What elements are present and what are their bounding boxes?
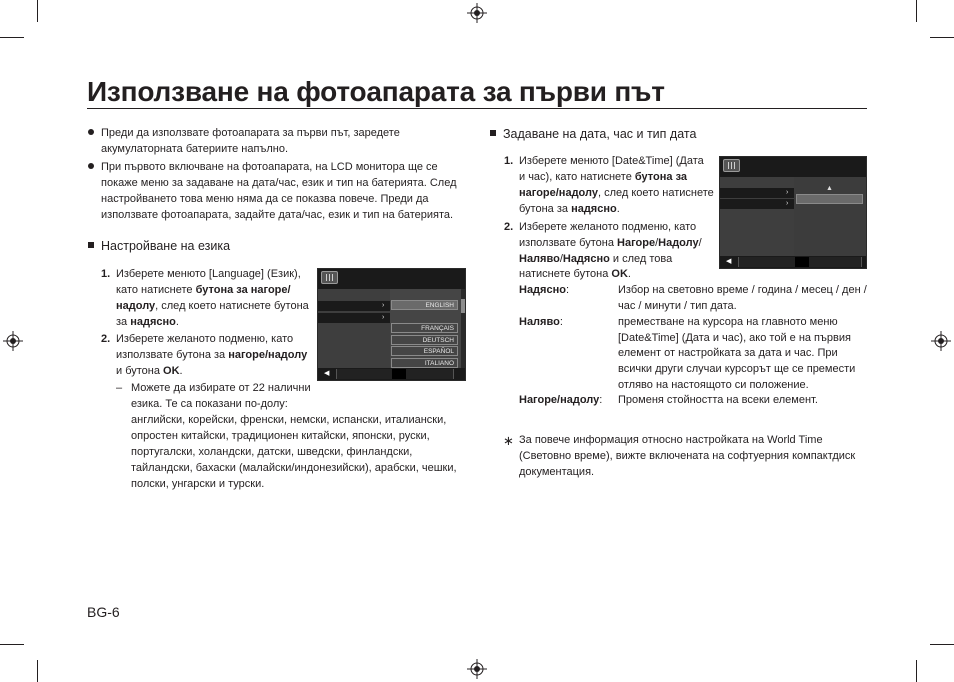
- lcd-language-menu-screenshot: [317, 268, 466, 381]
- back-arrow-icon: ◀: [324, 370, 330, 377]
- note-line: Можете да избирате от 22 налични: [131, 382, 311, 394]
- title-divider: [87, 108, 867, 109]
- square-bullet-icon: [88, 242, 94, 248]
- intro-bullet-line: използвате фотоапарата, задайте дата/час, език и тип на батерията.: [101, 209, 454, 221]
- step-text: бутона за надясно.: [519, 203, 620, 215]
- lcd-menu-row-selected: [318, 313, 390, 323]
- step-number: 1.: [504, 155, 514, 167]
- definition-text: Променя стойността на всеки елемент.: [618, 394, 818, 406]
- step-text: и час), като натиснете бутона за: [519, 171, 688, 183]
- lcd-option-german: DEUTSCH: [391, 335, 458, 345]
- crop-mark: [916, 660, 917, 682]
- crop-mark: [37, 0, 38, 22]
- definition-text: елемент от настройката за дата и час. При: [618, 347, 838, 359]
- back-arrow-icon: ◀: [726, 258, 732, 265]
- definition-term: Нагоре/надолу:: [519, 394, 603, 406]
- square-bullet-icon: [490, 130, 496, 136]
- definition-text: Избор на световно време / година / месец / ден /: [618, 284, 867, 296]
- section-heading-language: Настройване на езика: [101, 239, 231, 253]
- step-text: нагоре/надолу, след което натиснете: [519, 187, 714, 199]
- definition-term: Надясно:: [519, 284, 570, 296]
- intro-bullet-line: акумулаторната батериите напълно.: [101, 143, 288, 155]
- lcd-menu-row: [720, 188, 794, 198]
- note-line: тайландски, бахаски (малайски/индонезийски), арабски, чешки,: [131, 462, 457, 474]
- step-text: Наляво/Надясно и след това: [519, 253, 673, 265]
- lcd-menu-row: [318, 301, 390, 311]
- intro-bullet-line: Преди да използвате фотоапарата за първи път, заредете: [101, 127, 400, 139]
- lcd-option-italian: ITALIANO: [391, 358, 458, 368]
- lcd-ok-indicator: [795, 257, 809, 267]
- footnote-line: документация.: [519, 466, 595, 478]
- definition-text: отляво на настоящото си положение.: [618, 379, 809, 391]
- step-number: 1.: [101, 268, 111, 280]
- step-text: използвате бутона Нагоре/Надолу/: [519, 237, 702, 249]
- lcd-top-bar: [720, 157, 866, 177]
- note-line: полски, унгарски и турски.: [131, 478, 265, 490]
- lcd-menu-row-selected: [720, 199, 794, 209]
- bullet-icon: [88, 163, 94, 169]
- step-text: за надясно.: [116, 316, 179, 328]
- step-text: Изберете менюто [Language] (Език),: [116, 268, 301, 280]
- registration-mark-icon: [467, 659, 487, 679]
- step-text: Изберете менюто [Date&Time] (Дата: [519, 155, 704, 167]
- note-line: езика. Те са показани по-долу:: [131, 398, 288, 410]
- step-text: Изберете желаното подменю, като: [116, 333, 294, 345]
- crop-mark: [930, 644, 954, 645]
- note-line: опростен китайски, традиционен китайски, японски, руски,: [131, 430, 430, 442]
- step-text: като натиснете бутона за нагоре/: [116, 284, 291, 296]
- step-text: използвате бутона за нагоре/надолу: [116, 349, 308, 361]
- chevron-right-icon: ›: [786, 189, 789, 196]
- crop-mark: [37, 660, 38, 682]
- chevron-right-icon: ›: [382, 302, 385, 309]
- lcd-date-menu-screenshot: [719, 156, 867, 269]
- step-text: натиснете бутона OK.: [519, 268, 631, 280]
- note-line: португалски, холандски, датски, шведски, финландски,: [131, 446, 413, 458]
- intro-bullet-line: При първото включване на фотоапарата, на LCD монитора ще се: [101, 161, 438, 173]
- definition-text: преместване на курсора на главното меню: [618, 316, 838, 328]
- chevron-right-icon: ›: [382, 314, 385, 321]
- intro-bullet-line: настройването това меню няма да се показва повече. Преди да: [101, 193, 429, 205]
- setup-menu-icon: [321, 271, 338, 284]
- footnote-star: ∗: [503, 433, 514, 448]
- note-line: английски, корейски, френски, немски, испански, италиански,: [131, 414, 447, 426]
- up-arrow-icon: ▲: [826, 185, 833, 192]
- crop-mark: [0, 37, 24, 38]
- bullet-icon: [88, 129, 94, 135]
- step-number: 2.: [101, 333, 111, 345]
- setup-menu-icon: [723, 159, 740, 172]
- footnote-line: (Световно време), вижте включената на софтуерния компактдиск: [519, 450, 856, 462]
- note-dash: –: [116, 382, 123, 394]
- lcd-option-english: ENGLISH: [391, 300, 458, 310]
- step-text: и бутона OK.: [116, 365, 183, 377]
- lcd-option-french: FRANÇAIS: [391, 323, 458, 333]
- intro-bullet-line: покаже меню за задаване на дата/час, език и тип на батерията. След: [101, 177, 457, 189]
- page-number: BG-6: [87, 604, 120, 620]
- crop-mark: [930, 37, 954, 38]
- footnote-line: За повече информация относно настройката на World Time: [519, 434, 823, 446]
- step-number: 2.: [504, 221, 514, 233]
- registration-mark-icon: [931, 331, 951, 351]
- definition-text: час / минути / тип дата.: [618, 300, 737, 312]
- lcd-ok-indicator: [392, 369, 406, 379]
- step-text: надолу, след което натиснете бутона: [116, 300, 309, 312]
- step-text: Изберете желаното подменю, като: [519, 221, 697, 233]
- lcd-date-value-field: [796, 194, 863, 204]
- page-title: Използване на фотоапарата за първи път: [87, 76, 665, 107]
- registration-mark-icon: [3, 331, 23, 351]
- registration-mark-icon: [467, 3, 487, 23]
- crop-mark: [0, 644, 24, 645]
- chevron-right-icon: ›: [786, 200, 789, 207]
- lcd-top-bar: [318, 269, 465, 289]
- lcd-option-spanish: ESPAÑOL: [391, 346, 458, 356]
- definition-text: всички други случаи курсорът ще се премести: [618, 363, 856, 375]
- definition-term: Наляво:: [519, 316, 563, 328]
- section-heading-date: Задаване на дата, час и тип дата: [503, 127, 697, 141]
- lcd-scrollbar: [461, 289, 465, 368]
- crop-mark: [916, 0, 917, 22]
- definition-text: [Date&Time] (Дата и час), ако той е на първия: [618, 332, 851, 344]
